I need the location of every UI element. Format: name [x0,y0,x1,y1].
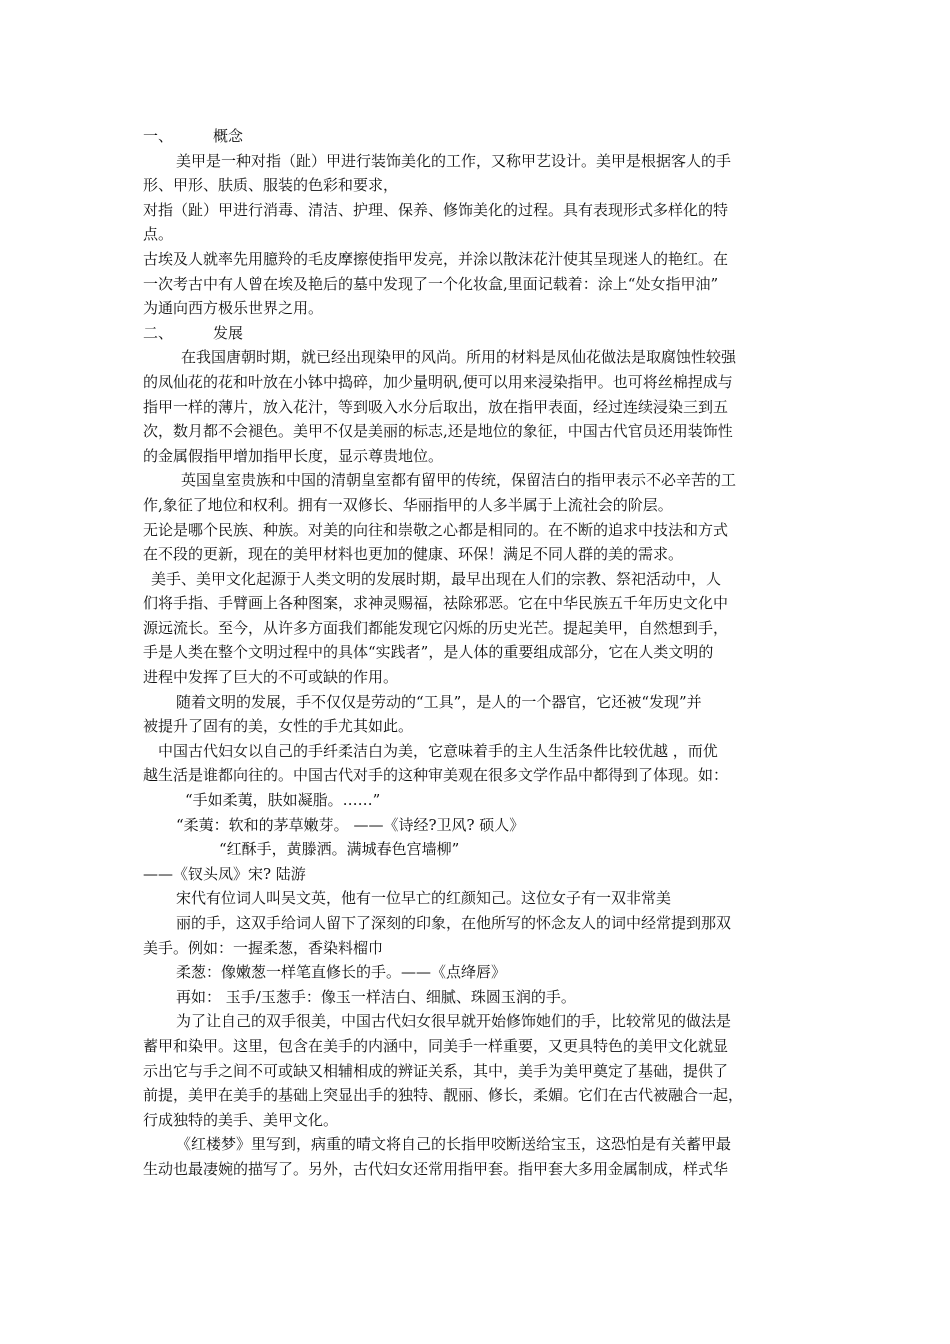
section-title: 概念 [213,127,244,145]
paragraph-line: 指甲一样的薄片，放入花汁，等到吸入水分后取出，放在指甲表面，经过连续浸染三到五 [143,397,729,416]
paragraph-line: 被提升了固有的美，女性的手尤其如此。 [143,717,414,736]
quote-source: ——《钗头凤》宋? 陆游 [143,864,306,883]
paragraph-line: 蓄甲和染甲。这里，包含在美手的内涵中，同美手一样重要，又更具特色的美甲文化就显 [143,1036,729,1055]
paragraph-line: 丽的手，这双手给词人留下了深刻的印象，在他所写的怀念友人的词中经常提到那双 [176,914,732,932]
paragraph-line: 手是人类在整个文明过程中的具体“实践者”，是人体的重要组成部分，它在人类文明的 [143,643,714,662]
paragraph-line: 中国古代妇女以自己的手纤柔洁白为美，它意味着手的主人生活条件比较优越 ，而优 [158,741,718,760]
paragraph-line: 在我国唐朝时期，就已经出现染甲的风尚。所用的材料是凤仙花做法是取腐蚀性较强 [181,348,737,367]
paragraph-line: 的金属假指甲增加指甲长度，显示尊贵地位。 [143,446,444,465]
paragraph-line: 前提，美甲在美手的基础上突显出手的独特、靓丽、修长，柔媚。它们在古代被融合一起， [143,1086,744,1105]
paragraph-line: 进程中发挥了巨大的不可或缺的作用。 [143,668,399,687]
paragraph-line: 作,象征了地位和权利。拥有一双修长、华丽指甲的人多半属于上流社会的阶层。 [143,495,673,514]
paragraph-line: 点。 [143,225,174,244]
paragraph-line: 随着文明的发展，手不仅仅是劳动的“工具”，是人的一个器官，它还被“发现”并 [176,692,702,711]
paragraph-line: 在不段的更新，现在的美甲材料也更加的健康、环保！满足不同人群的美的需求。 [143,545,684,564]
paragraph-line: 源远流长。至今，从许多方面我们都能发现它闪烁的历史光芒。提起美甲，自然想到手， [143,618,729,637]
section-number: 一、 [143,127,174,145]
paragraph-line: 们将手指、手臂画上各种图案，求神灵赐福，祛除邪恶。它在中华民族五千年历史文化中 [143,594,729,613]
paragraph-line: 为了让自己的双手很美，中国古代妇女很早就开始修饰她们的手，比较常见的做法是 [176,1012,732,1031]
paragraph-line: 美手、美甲文化起源于人类文明的发展时期，最早出现在人们的宗教、祭祀活动中，人 [151,569,722,588]
section-heading-concept [143,124,808,149]
paragraph-line: 宋代有位词人叫吴文英，他有一位早亡的红颜知己。这位女子有一双非常美 [176,889,672,908]
paragraph-line: 行成独特的美手、美甲文化。 [143,1110,339,1129]
paragraph-line: 再如： 玉手/玉葱手：像玉一样洁白、细腻、珠圆玉润的手。 [176,987,576,1006]
quote-line: “手如柔荑，肤如凝脂。……” [185,791,381,810]
paragraph-line: 次，数月都不会褪色。美甲不仅是美丽的标志,还是地位的象征，中国古代官员还用装饰性 [143,422,733,441]
paragraph-line: 无论是哪个民族、种族。对美的向往和崇敬之心都是相同的。在不断的追求中技法和方式 [143,520,729,539]
paragraph-line: 越生活是谁都向往的。中国古代对手的这种审美观在很多文学作品中都得到了体现。如： [143,766,729,785]
quote-line: “红酥手，黄滕洒。满城春色宫墙柳” [219,840,460,859]
section-number: 二、 [143,323,174,342]
section-title: 发展 [213,323,244,342]
paragraph-line: 古埃及人就率先用臆羚的毛皮摩擦使指甲发亮，并涂以散沫花汁使其呈现迷人的艳红。在 [143,249,729,268]
paragraph-line: 对指（趾）甲进行消毒、清洁、护理、保养、修饰美化的过程。具有表现形式多样化的特 [143,200,729,219]
paragraph-line: 英国皇室贵族和中国的清朝皇室都有留甲的传统，保留洁白的指甲表示不必辛苦的工 [181,471,737,490]
paragraph-line: 为通向西方极乐世界之用。 [143,299,324,318]
document-body [143,124,808,1182]
paragraph-line: 美手。例如：一握柔葱，香染料榴巾 [143,938,384,957]
paragraph-line: 美甲是一种对指（趾）甲进行装饰美化的工作，又称甲艺设计。美甲是根据客人的手 [176,151,732,170]
paragraph-line: 生动也最凄婉的描写了。另外，古代妇女还常用指甲套。指甲套大多用金属制成，样式华 [143,1159,729,1178]
paragraph-line: 形、甲形、肤质、服装的色彩和要求， [143,176,399,195]
paragraph-line: 示出它与手之间不可或缺又相辅相成的辨证关系，其中，美手为美甲奠定了基础，提供了 [143,1061,729,1080]
paragraph-line: 《红楼梦》里写到，病重的晴文将自己的长指甲咬断送给宝玉，这恐怕是有关蓄甲最 [176,1135,732,1154]
paragraph-line: 柔葱：像嫩葱一样笔直修长的手。——《点绛唇》 [176,963,507,982]
paragraph-line: 一次考古中有人曾在埃及艳后的墓中发现了一个化妆盒,里面记载着：涂上“处女指甲油” [143,274,719,293]
quote-line: “柔荑：软和的茅草嫩芽。 ——《诗经?卫风? 硕人》 [176,815,525,834]
section-heading-development [143,321,808,346]
paragraph-line: 的凤仙花的花和叶放在小钵中捣碎，加少量明矾,便可以用来浸染指甲。也可将丝棉捏成与 [143,372,733,391]
